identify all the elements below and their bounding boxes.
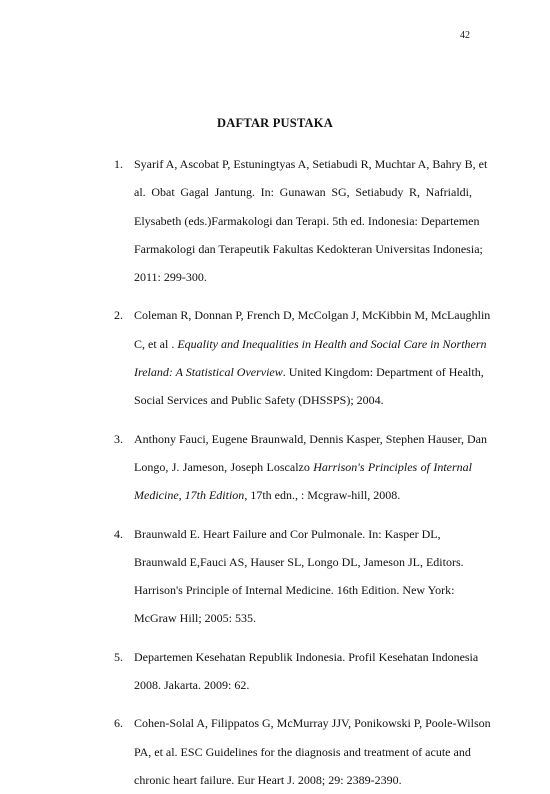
reference-text: . United Kingdom: Department of Health, (282, 365, 484, 380)
reference-item (114, 425, 487, 510)
reference-text: Braunwald E,Fauci AS, Hauser SL, Longo DL, Jameson JL, Editors. (134, 554, 464, 569)
reference-line (134, 386, 472, 414)
reference-text: Braunwald E. Heart Failure and Cor Pulmonale. In: Kasper DL, (134, 526, 441, 541)
reference-line (134, 643, 479, 671)
reference-item (114, 709, 491, 794)
reference-title-text: Medicine, 17th Edition (134, 488, 245, 503)
reference-line (134, 150, 488, 178)
reference-number: 2. (114, 308, 123, 323)
reference-text: Harrison's Principle of Internal Medicine. 16th Edition. New York: (134, 583, 455, 598)
reference-line (134, 235, 483, 263)
reference-text: PA, et al. ESC Guidelines for the diagnosis and treatment of acute and (134, 744, 471, 759)
reference-line (134, 709, 491, 737)
reference-line (134, 263, 472, 291)
reference-line (134, 481, 472, 509)
reference-title-text: Equality and Inequalities in Health and Social Care in Northern (177, 336, 487, 351)
reference-text: 2011: 299-300. (134, 270, 207, 285)
reference-line (134, 604, 472, 632)
reference-text: Anthony Fauci, Eugene Braunwald, Dennis Kasper, Stephen Hauser, Dan (134, 431, 487, 446)
reference-line (134, 330, 487, 358)
reference-line (134, 425, 487, 453)
reference-item (114, 150, 488, 291)
page-title: DAFTAR PUSTAKA (217, 116, 333, 130)
reference-line (134, 520, 472, 548)
reference-text: C, et al . (134, 336, 178, 351)
reference-number: 6. (114, 716, 123, 731)
reference-line (134, 766, 472, 794)
page-number: 42 (460, 30, 470, 41)
reference-line (134, 453, 472, 481)
reference-line (134, 738, 472, 766)
reference-line (134, 576, 472, 604)
reference-text: al. Obat Gagal Jantung. In: Gunawan SG, Setiabudy R, Nafrialdi, (134, 185, 472, 200)
reference-item (114, 643, 479, 700)
reference-number: 3. (114, 431, 123, 446)
reference-text: Coleman R, Donnan P, French D, McColgan J, McKibbin M, McLaughlin (134, 308, 491, 323)
reference-text: 2008. Jakarta. 2009: 62. (134, 678, 250, 693)
reference-number: 4. (114, 526, 123, 541)
reference-text: , 17th edn., : Mcgraw-hill, 2008. (244, 488, 401, 503)
reference-title-text: Harrison's Principles of Internal (313, 459, 472, 474)
reference-text: Syarif A, Ascobat P, Estuningtyas A, Setiabudi R, Muchtar A, Bahry B, et (134, 157, 488, 171)
reference-text: Cohen-Solal A, Filippatos G, McMurray JJV, Ponikowski P, Poole-Wilson (134, 716, 491, 731)
reference-list (114, 140, 491, 794)
reference-line (134, 301, 491, 329)
reference-item (114, 520, 472, 633)
reference-text: Elysabeth (eds.)Farmakologi dan Terapi. 5th ed. Indonesia: Departemen (134, 213, 480, 228)
reference-text: Social Services and Public Safety (DHSSPS); 2004. (134, 393, 384, 408)
reference-title-text: Ireland: A Statistical Overview (134, 365, 283, 380)
reference-item (114, 301, 491, 414)
reference-line (134, 548, 472, 576)
reference-text: Longo, J. Jameson, Joseph Loscalzo (134, 459, 314, 474)
reference-text: Departemen Kesehatan Republik Indonesia. Profil Kesehatan Indonesia (134, 649, 479, 664)
reference-line (134, 178, 472, 206)
reference-text: chronic heart failure. Eur Heart J. 2008; 29: 2389-2390. (134, 772, 402, 787)
reference-line (134, 207, 480, 235)
reference-number: 5. (114, 649, 123, 664)
reference-line (134, 358, 484, 386)
reference-number: 1. (114, 157, 123, 171)
reference-line (134, 671, 472, 699)
reference-text: Farmakologi dan Terapeutik Fakultas Kedokteran Universitas Indonesia; (134, 241, 483, 256)
reference-text: McGraw Hill; 2005: 535. (134, 611, 256, 626)
